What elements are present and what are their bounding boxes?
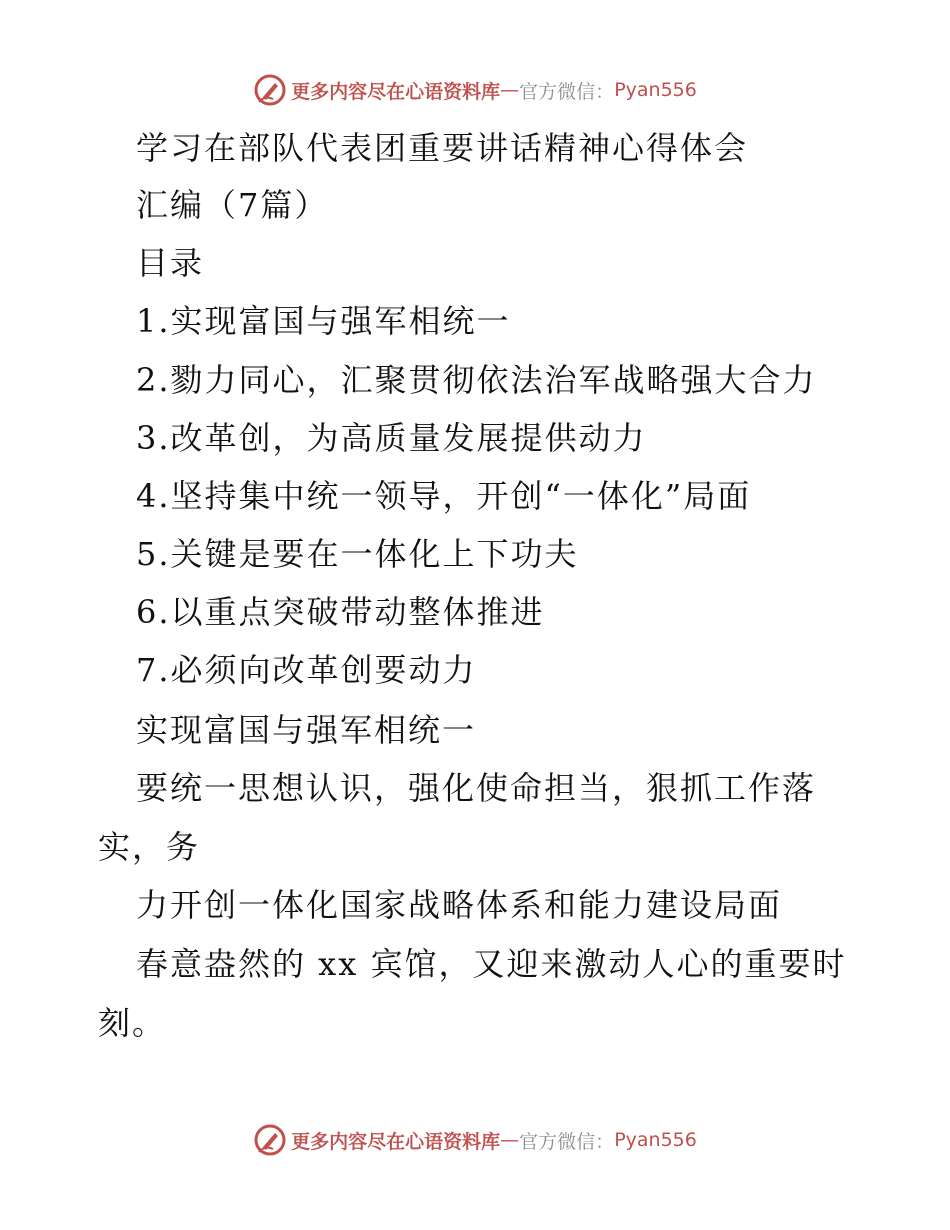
paragraph-line: 刻。 <box>98 1004 167 1042</box>
toc-heading: 目录 <box>136 244 205 282</box>
banner-separator: — <box>500 1129 520 1151</box>
paragraph-line: 力开创一体化国家战略体系和能力建设局面 <box>136 886 783 924</box>
banner-wechat-label: 官方微信： <box>519 1130 615 1153</box>
paragraph-line: 春意盎然的 xx 宾馆，又迎来激动人心的重要时 <box>136 945 847 983</box>
document-title-line-1: 学习在部队代表团重要讲话精神心得体会 <box>136 129 749 167</box>
toc-item: 1.实现富国与强军相统一 <box>136 302 511 340</box>
banner-separator: — <box>500 79 520 101</box>
toc-item: 6.以重点突破带动整体推进 <box>136 593 545 631</box>
toc-item: 7.必须向改革创要动力 <box>136 651 477 689</box>
banner-wechat-label: 官方微信： <box>519 80 615 103</box>
document-title-line-2: 汇编（7篇） <box>136 186 329 224</box>
footer-banner <box>0 1120 950 1160</box>
pen-logo-icon <box>253 1123 287 1157</box>
banner-wechat-id: Pyan556 <box>614 79 697 101</box>
pen-logo-icon <box>253 73 287 107</box>
toc-item: 5.关键是要在一体化上下功夫 <box>136 535 579 573</box>
toc-item: 3.改革创，为高质量发展提供动力 <box>136 419 647 457</box>
banner-brand-text: 更多内容尽在心语资料库 <box>291 1130 501 1153</box>
banner-wechat-id: Pyan556 <box>614 1129 697 1151</box>
toc-item: 2.勠力同心，汇聚贯彻依法治军战略强大合力 <box>136 361 817 399</box>
toc-item: 4.坚持集中统一领导，开创“一体化”局面 <box>136 477 752 515</box>
section-title: 实现富国与强军相统一 <box>136 711 477 749</box>
banner-brand-text: 更多内容尽在心语资料库 <box>291 80 501 103</box>
paragraph-line: 要统一思想认识，强化使命担当，狠抓工作落 <box>136 769 817 807</box>
header-banner <box>0 70 950 110</box>
paragraph-line: 实，务 <box>98 828 201 866</box>
